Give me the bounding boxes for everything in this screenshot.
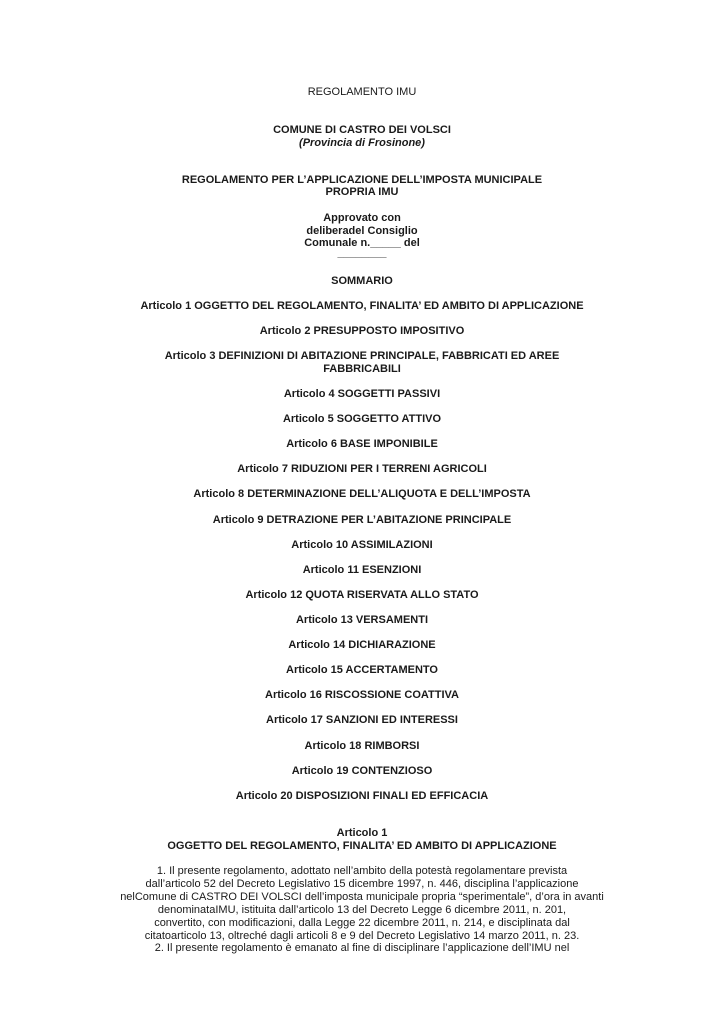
- article-body-line: citatoarticolo 13, oltreché dagli articoli 8 e 9 del Decreto Legislativo 14 marzo 2011, n. 23.: [144, 930, 580, 942]
- article-body-line: 2. Il presente regolamento è emanato al fine di disciplinare l’applicazione dell’IMU nel: [154, 942, 570, 954]
- summary-item: Articolo 11 ESENZIONI: [302, 564, 422, 576]
- summary-item: Articolo 17 SANZIONI ED INTERESSI: [266, 714, 458, 726]
- summary-item: Articolo 3 DEFINIZIONI DI ABITAZIONE PRINCIPALE, FABBRICATI ED AREE: [164, 350, 560, 362]
- article-body-line: dall’articolo 52 del Decreto Legislativo 15 dicembre 1997, n. 446, disciplina l’applicazione: [145, 878, 579, 890]
- regulation-title-line-2: PROPRIA IMU: [325, 186, 399, 198]
- summary-heading: SOMMARIO: [331, 275, 393, 287]
- document-title: REGOLAMENTO IMU: [307, 86, 417, 98]
- summary-item: Articolo 16 RISCOSSIONE COATTIVA: [265, 689, 459, 701]
- approval-line-1: Approvato con: [323, 212, 401, 224]
- summary-item: Articolo 18 RIMBORSI: [304, 740, 420, 752]
- summary-item: Articolo 6 BASE IMPONIBILE: [286, 438, 438, 450]
- approval-line-2: deliberadel Consiglio: [306, 225, 418, 237]
- article-body-line: denominataIMU, istituita dall’articolo 13 del Decreto Legge 6 dicembre 2011, n. 201,: [157, 904, 567, 916]
- article-body-line: nelComune di CASTRO DEI VOLSCI dell’imposta municipale propria “sperimentale”, d’ora in avanti: [120, 891, 604, 903]
- summary-item: Articolo 12 QUOTA RISERVATA ALLO STATO: [245, 589, 479, 601]
- summary-item: FABBRICABILI: [323, 363, 401, 375]
- summary-item: Articolo 14 DICHIARAZIONE: [288, 639, 436, 651]
- summary-item: Articolo 1 OGGETTO DEL REGOLAMENTO, FINALITA’ ED AMBITO DI APPLICAZIONE: [140, 300, 584, 312]
- article-body-line: 1. Il presente regolamento, adottato nell’ambito della potestà regolamentare prevista: [156, 865, 568, 877]
- regulation-title-line-1: REGOLAMENTO PER L’APPLICAZIONE DELL’IMPOSTA MUNICIPALE: [181, 174, 543, 186]
- article-heading: Articolo 1: [336, 827, 388, 839]
- summary-item: Articolo 20 DISPOSIZIONI FINALI ED EFFICACIA: [235, 790, 489, 802]
- article-body-line: convertito, con modificazioni, dalla Legge 22 dicembre 2011, n. 214, e disciplinata dal: [154, 917, 570, 929]
- summary-item: Articolo 9 DETRAZIONE PER L’ABITAZIONE PRINCIPALE: [212, 514, 512, 526]
- summary-item: Articolo 19 CONTENZIOSO: [291, 765, 433, 777]
- summary-item: Articolo 10 ASSIMILAZIONI: [291, 539, 433, 551]
- summary-item: Articolo 15 ACCERTAMENTO: [286, 664, 438, 676]
- article-title: OGGETTO DEL REGOLAMENTO, FINALITA’ ED AMBITO DI APPLICAZIONE: [167, 840, 557, 852]
- summary-item: Articolo 7 RIDUZIONI PER I TERRENI AGRICOLI: [237, 463, 487, 475]
- province-name: (Provincia di Frosinone): [299, 137, 425, 149]
- summary-item: Articolo 4 SOGGETTI PASSIVI: [283, 388, 441, 400]
- summary-item: Articolo 5 SOGGETTO ATTIVO: [282, 413, 442, 425]
- approval-line-4: ________: [337, 247, 387, 259]
- summary-item: Articolo 13 VERSAMENTI: [295, 614, 429, 626]
- municipality-name: COMUNE DI CASTRO DEI VOLSCI: [273, 124, 451, 136]
- approval-line-3: Comunale n._____ del: [304, 237, 420, 249]
- summary-item: Articolo 8 DETERMINAZIONE DELL’ALIQUOTA E DELL’IMPOSTA: [193, 488, 531, 500]
- summary-item: Articolo 2 PRESUPPOSTO IMPOSITIVO: [259, 325, 465, 337]
